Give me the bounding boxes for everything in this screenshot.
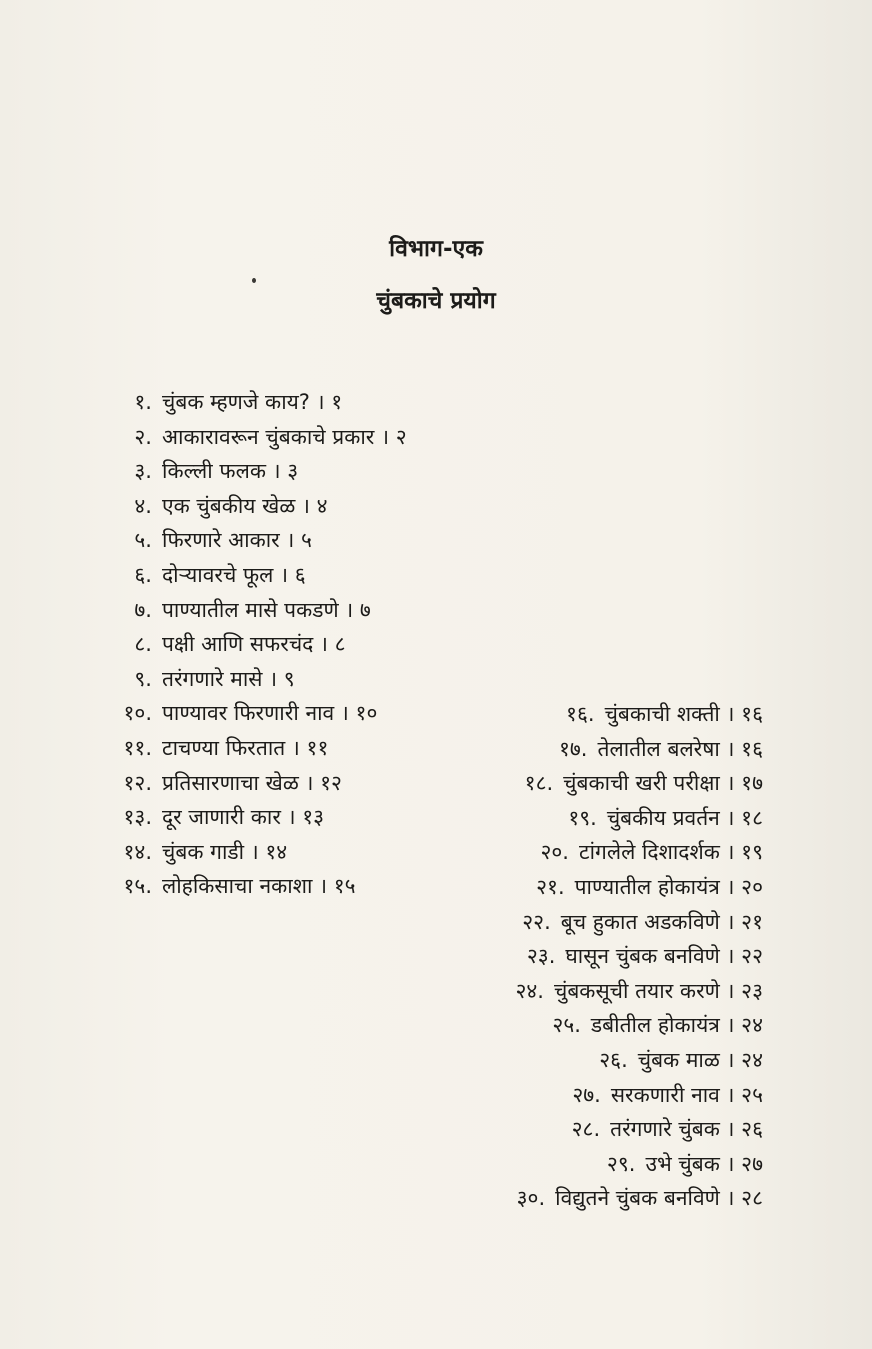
toc-entry-number: १६. — [566, 702, 595, 726]
toc-entry-number: ५. — [134, 528, 152, 553]
toc-entry-title: चुंबक माळ । २४ — [637, 1048, 763, 1072]
toc-entry-number: २३. — [526, 944, 556, 969]
toc-entry-title: तरंगणारे मासे । ९ — [162, 666, 295, 691]
toc-entry-number: ४. — [134, 493, 152, 518]
toc-entry-title: चुंबकीय प्रवर्तन । १८ — [606, 805, 763, 830]
toc-entry-title: तरंगणारे चुंबक । २६ — [610, 1117, 763, 1142]
toc-entry-number: ९. — [134, 666, 152, 691]
toc-entry-number: १९. — [568, 805, 597, 830]
toc-entry-number: २६. — [599, 1048, 628, 1072]
toc-entry-title: टांगलेले दिशादर्शक । १९ — [578, 840, 763, 865]
toc-entry-title: पक्षी आणि सफरचंद । ८ — [162, 632, 346, 657]
toc-entry-title: चुंबक म्हणजे काय? । १ — [162, 390, 343, 414]
chapter-title: चुंबकाचे प्रयोग — [376, 288, 496, 314]
toc-entry-title: चुंबकाची खरी परीक्षा । १७ — [563, 771, 763, 796]
toc-entry-number: ७. — [134, 597, 152, 622]
toc-entry-title: उभे चुंबक । २७ — [645, 1151, 763, 1176]
toc-entry-title: सरकणारी नाव । २५ — [610, 1082, 763, 1107]
toc-entry — [552, 1008, 763, 1042]
toc-entry-title: घासून चुंबक बनविणे । २२ — [565, 944, 763, 969]
toc-entry-title: चुंबकसूची तयार करणे । २३ — [553, 978, 763, 1003]
toc-entry — [527, 939, 763, 973]
toc-entry-title: प्रतिसारणाचा खेळ । १२ — [162, 770, 342, 795]
toc-entry-number: २८. — [571, 1117, 601, 1142]
toc-entry — [599, 1043, 763, 1077]
toc-entry-number: ३०. — [516, 1186, 546, 1211]
toc-entry-title: दूर जाणारी कार । १३ — [162, 805, 325, 830]
toc-entry-number: २०. — [540, 840, 569, 865]
toc-entry-title: दोऱ्यावरचे फूल । ६ — [162, 563, 306, 587]
toc-entry-title: पाण्यावर फिरणारी नाव । १० — [162, 701, 378, 726]
toc-entry — [572, 1078, 763, 1112]
toc-entry-title: चुंबकाची शक्ती । १६ — [604, 702, 763, 726]
toc-entry — [540, 835, 763, 869]
toc-entry — [566, 697, 763, 731]
toc-entry-title: पाण्यातील मासे पकडणे । ७ — [162, 597, 371, 622]
toc-entry-number: ८. — [134, 632, 152, 657]
toc-entry — [525, 766, 763, 800]
toc-entry-title: आकारावरून चुंबकाचे प्रकार । २ — [162, 424, 407, 449]
toc-entry — [607, 1147, 763, 1181]
toc-entry-title: टाचण्या फिरतात । ११ — [162, 736, 329, 760]
toc-entry-number: १. — [134, 390, 152, 414]
toc-entry-number: २१. — [536, 875, 565, 899]
toc-entry — [515, 974, 763, 1008]
toc-entry-title: किल्ली फलक । ३ — [162, 459, 299, 484]
toc-entry-title: फिरणारे आकार । ५ — [162, 528, 312, 553]
toc-entry-number: १५. — [123, 874, 152, 899]
toc-entry-number: २७. — [572, 1082, 601, 1107]
toc-entry-number: ३. — [134, 459, 152, 484]
toc-entry — [522, 905, 763, 939]
toc-entry-number: १४. — [123, 839, 152, 864]
toc-entry-title: डबीतील होकायंत्र । २४ — [590, 1013, 763, 1038]
toc-entry-number: २४. — [515, 978, 544, 1003]
toc-entry-number: २. — [134, 424, 152, 449]
toc-entry-number: ११. — [123, 736, 152, 760]
toc-entry-title: पाण्यातील होकायंत्र । २० — [574, 875, 763, 899]
toc-entry — [536, 870, 763, 904]
toc-entry-number: २२. — [522, 909, 551, 934]
toc-entry-number: ६. — [134, 563, 152, 587]
toc-entry — [559, 732, 763, 766]
toc-entry-title: विद्युतने चुंबक बनविणे । २८ — [555, 1186, 763, 1211]
toc-entry-number: १०. — [123, 701, 152, 726]
toc-entry-title: लोहकिसाचा नकाशा । १५ — [162, 874, 356, 899]
toc-entry-title: एक चुंबकीय खेळ । ४ — [162, 493, 328, 518]
toc-entry-number: १२. — [123, 770, 152, 795]
toc-entry-number: १३. — [123, 805, 152, 830]
toc-entry-number: १८. — [524, 771, 554, 796]
toc-entry-title: तेलातील बलरेषा । १६ — [597, 736, 763, 761]
section-title: विभाग-एक — [389, 236, 483, 262]
toc-entry — [572, 1112, 763, 1146]
toc-entry-number: २५. — [552, 1013, 581, 1038]
toc-entry — [568, 801, 763, 835]
toc-entry — [517, 1181, 763, 1215]
toc-entry-title: बूच हुकात अडकविणे । २१ — [560, 909, 763, 934]
toc-entry-number: १७. — [558, 736, 588, 761]
toc-entry-title: चुंबक गाडी । १४ — [162, 839, 288, 864]
toc-entry-number: २९. — [606, 1151, 636, 1176]
